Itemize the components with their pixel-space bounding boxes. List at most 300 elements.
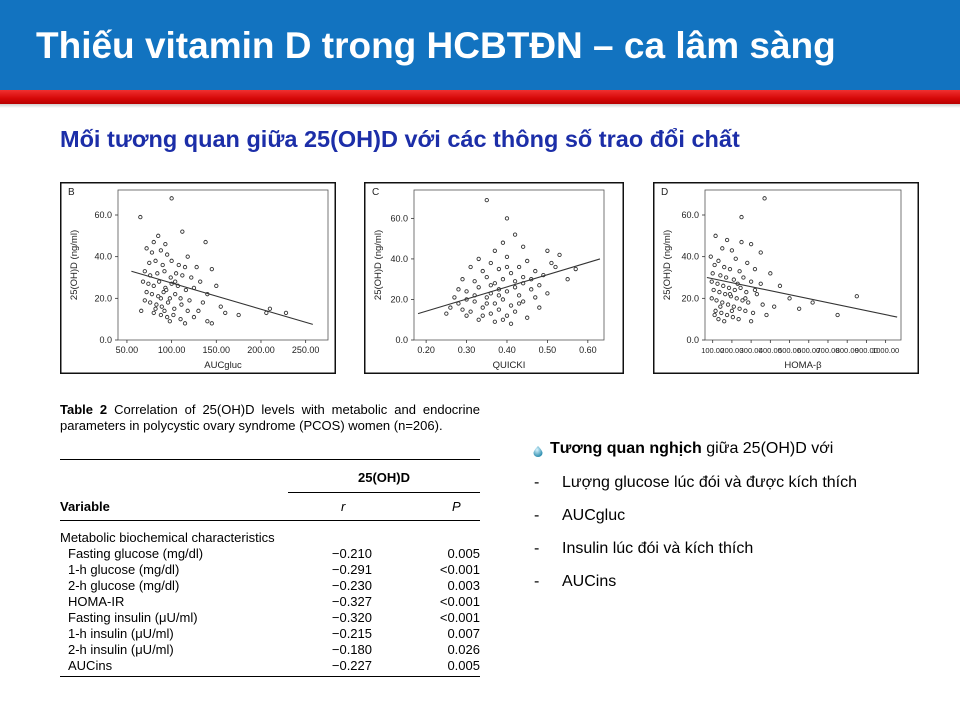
bullet-item-text: Lượng glucose lúc đói và được kích thích bbox=[562, 474, 857, 491]
data-point bbox=[534, 269, 537, 272]
x-axis-label: QUICKI bbox=[492, 360, 526, 371]
y-tick-label: 20.0 bbox=[94, 293, 112, 304]
bullet-item-text: AUCins bbox=[562, 573, 617, 590]
title-bar bbox=[0, 0, 960, 90]
y-tick-label: 20.0 bbox=[681, 293, 699, 304]
table-row-variable: 1-h insulin (μU/ml) bbox=[68, 626, 174, 641]
data-point bbox=[725, 238, 728, 241]
data-point bbox=[721, 301, 724, 304]
data-point bbox=[210, 267, 213, 270]
scatter-plot-b-svg bbox=[60, 182, 336, 374]
data-point bbox=[505, 255, 508, 258]
accent-shadow bbox=[0, 104, 960, 108]
slide-subtitle: Mối tương quan giữa 25(OH)D với các thông số trao đổi chất bbox=[60, 126, 740, 152]
data-point bbox=[711, 272, 714, 275]
data-point bbox=[188, 299, 191, 302]
data-point bbox=[154, 307, 157, 310]
data-point bbox=[180, 303, 183, 306]
data-point bbox=[739, 286, 742, 289]
bullet-item-text: AUCgluc bbox=[562, 507, 626, 524]
scatter-plot-d-svg bbox=[653, 182, 919, 374]
data-point bbox=[192, 315, 195, 318]
data-point bbox=[715, 299, 718, 302]
data-point bbox=[201, 301, 204, 304]
data-point bbox=[152, 240, 155, 243]
data-point bbox=[717, 259, 720, 262]
data-point bbox=[485, 198, 488, 201]
x-tick-label: 500.00 bbox=[778, 346, 802, 355]
bullet-dash: - bbox=[534, 573, 540, 590]
data-point bbox=[173, 280, 176, 283]
data-point bbox=[493, 249, 496, 252]
y-axis-label: 25(OH)D (ng/ml) bbox=[373, 229, 384, 301]
x-tick-label: 900.00 bbox=[854, 346, 878, 355]
data-point bbox=[723, 265, 726, 268]
table-row-r: −0.210 bbox=[331, 546, 372, 561]
data-point bbox=[546, 292, 549, 295]
data-point bbox=[728, 292, 731, 295]
data-point bbox=[152, 284, 155, 287]
data-point bbox=[740, 240, 743, 243]
table-row-p: <0.001 bbox=[439, 594, 480, 609]
data-point bbox=[765, 313, 768, 316]
data-point bbox=[738, 307, 741, 310]
data-point bbox=[481, 306, 484, 309]
y-axis-label: 25(OH)D (ng/ml) bbox=[69, 229, 80, 301]
data-point bbox=[753, 288, 756, 291]
table-group-rule bbox=[288, 492, 480, 493]
table-caption bbox=[60, 402, 480, 434]
data-point bbox=[150, 292, 153, 295]
data-point bbox=[710, 297, 713, 300]
data-point bbox=[160, 305, 163, 308]
data-point bbox=[744, 309, 747, 312]
data-point bbox=[145, 290, 148, 293]
x-tick-label: 50.00 bbox=[115, 345, 139, 355]
x-tick-label: 0.50 bbox=[538, 345, 557, 355]
data-point bbox=[154, 259, 157, 262]
x-tick-label: 200.00 bbox=[720, 346, 744, 355]
data-point bbox=[513, 233, 516, 236]
data-point bbox=[143, 270, 146, 273]
data-point bbox=[721, 247, 724, 250]
data-point bbox=[165, 253, 168, 256]
x-tick-label: 0.30 bbox=[457, 345, 476, 355]
data-point bbox=[737, 317, 740, 320]
data-point bbox=[181, 274, 184, 277]
data-point bbox=[140, 309, 143, 312]
data-point bbox=[485, 275, 488, 278]
data-point bbox=[170, 197, 173, 200]
data-point bbox=[473, 300, 476, 303]
data-point bbox=[166, 301, 169, 304]
data-point bbox=[497, 267, 500, 270]
table-row-p: <0.001 bbox=[439, 562, 480, 577]
table-bottom-rule bbox=[60, 676, 480, 677]
data-point bbox=[513, 310, 516, 313]
y-tick-label: 0.0 bbox=[686, 335, 699, 345]
table-row-variable: Fasting glucose (mg/dl) bbox=[68, 546, 204, 561]
data-point bbox=[749, 320, 752, 323]
data-point bbox=[204, 240, 207, 243]
table-col-p: P bbox=[452, 499, 461, 514]
data-point bbox=[469, 310, 472, 313]
y-tick-label: 60.0 bbox=[94, 210, 112, 220]
data-point bbox=[156, 272, 159, 275]
data-point bbox=[215, 284, 218, 287]
data-point bbox=[719, 274, 722, 277]
table-col-variable: Variable bbox=[60, 499, 110, 514]
table-row-variable: 2-h insulin (μU/ml) bbox=[68, 642, 174, 657]
data-point bbox=[199, 280, 202, 283]
data-point bbox=[161, 263, 164, 266]
table-row-p: 0.007 bbox=[447, 626, 480, 641]
table-row-p: 0.003 bbox=[447, 578, 480, 593]
data-point bbox=[730, 309, 733, 312]
data-point bbox=[485, 302, 488, 305]
data-point bbox=[164, 242, 167, 245]
data-point bbox=[517, 294, 520, 297]
data-point bbox=[722, 284, 725, 287]
data-point bbox=[755, 292, 758, 295]
data-point bbox=[265, 311, 268, 314]
data-point bbox=[141, 280, 144, 283]
data-point bbox=[159, 297, 162, 300]
panel-label: B bbox=[68, 187, 75, 198]
table-top-rule bbox=[60, 459, 480, 460]
data-point bbox=[734, 257, 737, 260]
data-point bbox=[745, 290, 748, 293]
data-point bbox=[710, 280, 713, 283]
x-tick-label: 1000.00 bbox=[872, 346, 900, 355]
table-row-p: 0.005 bbox=[447, 546, 480, 561]
y-axis-label: 25(OH)D (ng/ml) bbox=[662, 229, 673, 301]
data-point bbox=[481, 314, 484, 317]
data-point bbox=[517, 302, 520, 305]
data-point bbox=[763, 197, 766, 200]
data-point bbox=[733, 288, 736, 291]
data-point bbox=[186, 255, 189, 258]
table-row-r: −0.291 bbox=[331, 562, 372, 577]
data-point bbox=[172, 313, 175, 316]
data-point bbox=[183, 265, 186, 268]
table-row-r: −0.327 bbox=[331, 594, 372, 609]
data-point bbox=[744, 297, 747, 300]
data-point bbox=[728, 267, 731, 270]
x-tick-label: 0.60 bbox=[579, 345, 597, 355]
x-tick-label: 0.40 bbox=[498, 345, 516, 355]
data-point bbox=[836, 313, 839, 316]
bullet-lead-text: giữa 25(OH)D với bbox=[701, 440, 834, 457]
data-point bbox=[184, 288, 187, 291]
data-point bbox=[179, 317, 182, 320]
data-point bbox=[505, 290, 508, 293]
data-point bbox=[505, 217, 508, 220]
data-point bbox=[530, 288, 533, 291]
data-point bbox=[517, 265, 520, 268]
data-point bbox=[168, 320, 171, 323]
data-point bbox=[735, 297, 738, 300]
table-caption-label: Table 2 bbox=[60, 402, 108, 417]
table-caption-text: Correlation of 25(OH)D levels with metabolic and endocrine parameters in polycystic ovary syndrome (PCOS) women (n=206). bbox=[60, 402, 480, 433]
data-point bbox=[145, 247, 148, 250]
table-row-variable: AUCins bbox=[68, 658, 113, 673]
table-row-r: −0.227 bbox=[331, 658, 372, 673]
data-point bbox=[489, 312, 492, 315]
data-point bbox=[746, 261, 749, 264]
slide-title: Thiếu vitamin D trong HCBTĐN – ca lâm sàng bbox=[36, 25, 836, 66]
data-point bbox=[772, 305, 775, 308]
data-point bbox=[546, 249, 549, 252]
table-row-r: −0.230 bbox=[331, 578, 372, 593]
bullet-dash: - bbox=[534, 540, 540, 557]
data-point bbox=[713, 263, 716, 266]
data-point bbox=[173, 307, 176, 310]
table-row-p: 0.005 bbox=[447, 658, 480, 673]
data-point bbox=[732, 305, 735, 308]
data-point bbox=[712, 288, 715, 291]
data-point bbox=[461, 277, 464, 280]
x-tick-label: 150.00 bbox=[202, 345, 231, 355]
data-point bbox=[481, 269, 484, 272]
data-point bbox=[725, 313, 728, 316]
data-point bbox=[195, 265, 198, 268]
table-section-label: Metabolic biochemical characteristics bbox=[60, 530, 275, 545]
data-point bbox=[759, 251, 762, 254]
data-point bbox=[165, 288, 168, 291]
data-point bbox=[525, 316, 528, 319]
data-point bbox=[505, 265, 508, 268]
scatter-plot-c-svg bbox=[364, 182, 624, 374]
data-point bbox=[445, 312, 448, 315]
data-point bbox=[509, 271, 512, 274]
data-point bbox=[169, 276, 172, 279]
data-point bbox=[206, 320, 209, 323]
data-point bbox=[521, 275, 524, 278]
data-point bbox=[538, 306, 541, 309]
data-point bbox=[155, 303, 158, 306]
data-point bbox=[723, 292, 726, 295]
x-tick-label: 600.00 bbox=[797, 346, 821, 355]
data-point bbox=[753, 267, 756, 270]
y-tick-label: 40.0 bbox=[390, 253, 408, 264]
table-row-r: −0.180 bbox=[331, 642, 372, 657]
data-point bbox=[501, 298, 504, 301]
bullet-dash: - bbox=[534, 507, 540, 524]
y-tick-label: 20.0 bbox=[390, 294, 408, 305]
x-tick-label: 700.00 bbox=[816, 346, 840, 355]
data-point bbox=[566, 277, 569, 280]
data-point bbox=[788, 297, 791, 300]
data-point bbox=[170, 259, 173, 262]
data-point bbox=[159, 249, 162, 252]
data-point bbox=[738, 270, 741, 273]
data-point bbox=[477, 286, 480, 289]
x-tick-label: 400.00 bbox=[758, 346, 782, 355]
data-point bbox=[855, 295, 858, 298]
data-point bbox=[501, 318, 504, 321]
data-point bbox=[174, 272, 177, 275]
y-tick-label: 40.0 bbox=[94, 251, 112, 262]
data-point bbox=[558, 253, 561, 256]
data-point bbox=[493, 282, 496, 285]
bullet-dash: - bbox=[534, 474, 540, 491]
data-point bbox=[168, 297, 171, 300]
x-tick-label: 0.20 bbox=[417, 345, 435, 355]
data-point bbox=[534, 296, 537, 299]
x-tick-label: 250.00 bbox=[291, 345, 320, 355]
data-point bbox=[181, 230, 184, 233]
data-point bbox=[465, 290, 468, 293]
data-point bbox=[521, 300, 524, 303]
data-point bbox=[749, 280, 752, 283]
x-tick-label: 200.00 bbox=[247, 345, 275, 355]
data-point bbox=[157, 234, 160, 237]
data-point bbox=[147, 282, 150, 285]
data-point bbox=[718, 290, 721, 293]
bullet-lead-bold: Tương quan nghịch bbox=[550, 440, 702, 457]
data-point bbox=[726, 303, 729, 306]
data-point bbox=[177, 263, 180, 266]
y-tick-label: 60.0 bbox=[390, 213, 408, 224]
data-point bbox=[513, 286, 516, 289]
data-point bbox=[183, 322, 186, 325]
data-point bbox=[716, 282, 719, 285]
data-point bbox=[148, 261, 151, 264]
red-accent-bar bbox=[0, 90, 960, 104]
data-point bbox=[268, 307, 271, 310]
data-point bbox=[550, 261, 553, 264]
data-point bbox=[730, 249, 733, 252]
data-point bbox=[761, 303, 764, 306]
data-point bbox=[284, 311, 287, 314]
data-point bbox=[159, 313, 162, 316]
data-point bbox=[173, 292, 176, 295]
panel-label: C bbox=[372, 187, 380, 198]
data-point bbox=[489, 284, 492, 287]
data-point bbox=[717, 317, 720, 320]
data-point bbox=[186, 309, 189, 312]
data-point bbox=[759, 282, 762, 285]
data-point bbox=[224, 311, 227, 314]
x-axis-label: HOMA-β bbox=[784, 360, 822, 371]
data-point bbox=[210, 322, 213, 325]
table-col-r: r bbox=[341, 499, 346, 514]
scatter-plot-quicki bbox=[364, 182, 624, 374]
table-row-variable: Fasting insulin (μU/ml) bbox=[68, 610, 198, 625]
data-point bbox=[509, 304, 512, 307]
data-point bbox=[497, 294, 500, 297]
x-tick-label: 100.00 bbox=[157, 345, 186, 355]
data-point bbox=[714, 234, 717, 237]
data-point bbox=[493, 302, 496, 305]
data-point bbox=[453, 296, 456, 299]
data-point bbox=[485, 296, 488, 299]
data-point bbox=[150, 251, 153, 254]
data-point bbox=[157, 280, 160, 283]
data-point bbox=[719, 305, 722, 308]
data-point bbox=[749, 242, 752, 245]
bullet-drop-icon bbox=[532, 445, 544, 457]
data-point bbox=[148, 301, 151, 304]
data-point bbox=[709, 255, 712, 258]
data-point bbox=[190, 276, 193, 279]
data-point bbox=[493, 320, 496, 323]
data-point bbox=[513, 280, 516, 283]
x-tick-label: 100.00 bbox=[701, 346, 725, 355]
data-point bbox=[509, 322, 512, 325]
data-point bbox=[219, 305, 222, 308]
data-point bbox=[152, 311, 155, 314]
data-point bbox=[740, 215, 743, 218]
data-point bbox=[724, 276, 727, 279]
data-point bbox=[751, 311, 754, 314]
data-point bbox=[731, 315, 734, 318]
y-tick-label: 40.0 bbox=[681, 251, 699, 262]
data-point bbox=[525, 259, 528, 262]
data-point bbox=[769, 272, 772, 275]
data-point bbox=[163, 270, 166, 273]
data-point bbox=[797, 307, 800, 310]
data-point bbox=[179, 297, 182, 300]
data-point bbox=[521, 245, 524, 248]
table-group-header: 25(OH)D bbox=[357, 470, 410, 485]
table-row-r: −0.320 bbox=[331, 610, 372, 625]
x-axis-label: AUCgluc bbox=[204, 360, 242, 371]
x-tick-label: 800.00 bbox=[835, 346, 859, 355]
data-point bbox=[501, 277, 504, 280]
panel-label: D bbox=[661, 187, 669, 198]
y-tick-label: 60.0 bbox=[681, 210, 699, 220]
data-point bbox=[505, 314, 508, 317]
data-point bbox=[720, 311, 723, 314]
data-point bbox=[727, 286, 730, 289]
data-point bbox=[461, 308, 464, 311]
data-point bbox=[742, 276, 745, 279]
data-point bbox=[714, 309, 717, 312]
data-point bbox=[811, 301, 814, 304]
table-row-p: <0.001 bbox=[439, 610, 480, 625]
data-point bbox=[449, 306, 452, 309]
scatter-plot-homa-beta bbox=[653, 182, 919, 374]
data-point bbox=[473, 280, 476, 283]
y-tick-label: 0.0 bbox=[395, 335, 408, 345]
bullet-item-text: Insulin lúc đói và kích thích bbox=[562, 540, 754, 557]
data-point bbox=[237, 313, 240, 316]
table-header-rule bbox=[60, 520, 480, 521]
data-point bbox=[778, 284, 781, 287]
data-point bbox=[501, 241, 504, 244]
table-row-p: 0.026 bbox=[447, 642, 480, 657]
data-point bbox=[747, 301, 750, 304]
data-point bbox=[469, 265, 472, 268]
data-point bbox=[465, 314, 468, 317]
data-point bbox=[197, 309, 200, 312]
data-point bbox=[732, 278, 735, 281]
data-point bbox=[163, 309, 166, 312]
data-point bbox=[139, 215, 142, 218]
data-point bbox=[723, 320, 726, 323]
data-point bbox=[497, 308, 500, 311]
data-point bbox=[477, 318, 480, 321]
data-point bbox=[457, 288, 460, 291]
table-row-variable: 1-h glucose (mg/dl) bbox=[68, 562, 180, 577]
table-row-r: −0.215 bbox=[331, 626, 372, 641]
x-tick-label: 300.00 bbox=[739, 346, 763, 355]
data-point bbox=[574, 267, 577, 270]
data-point bbox=[713, 313, 716, 316]
data-point bbox=[477, 257, 480, 260]
